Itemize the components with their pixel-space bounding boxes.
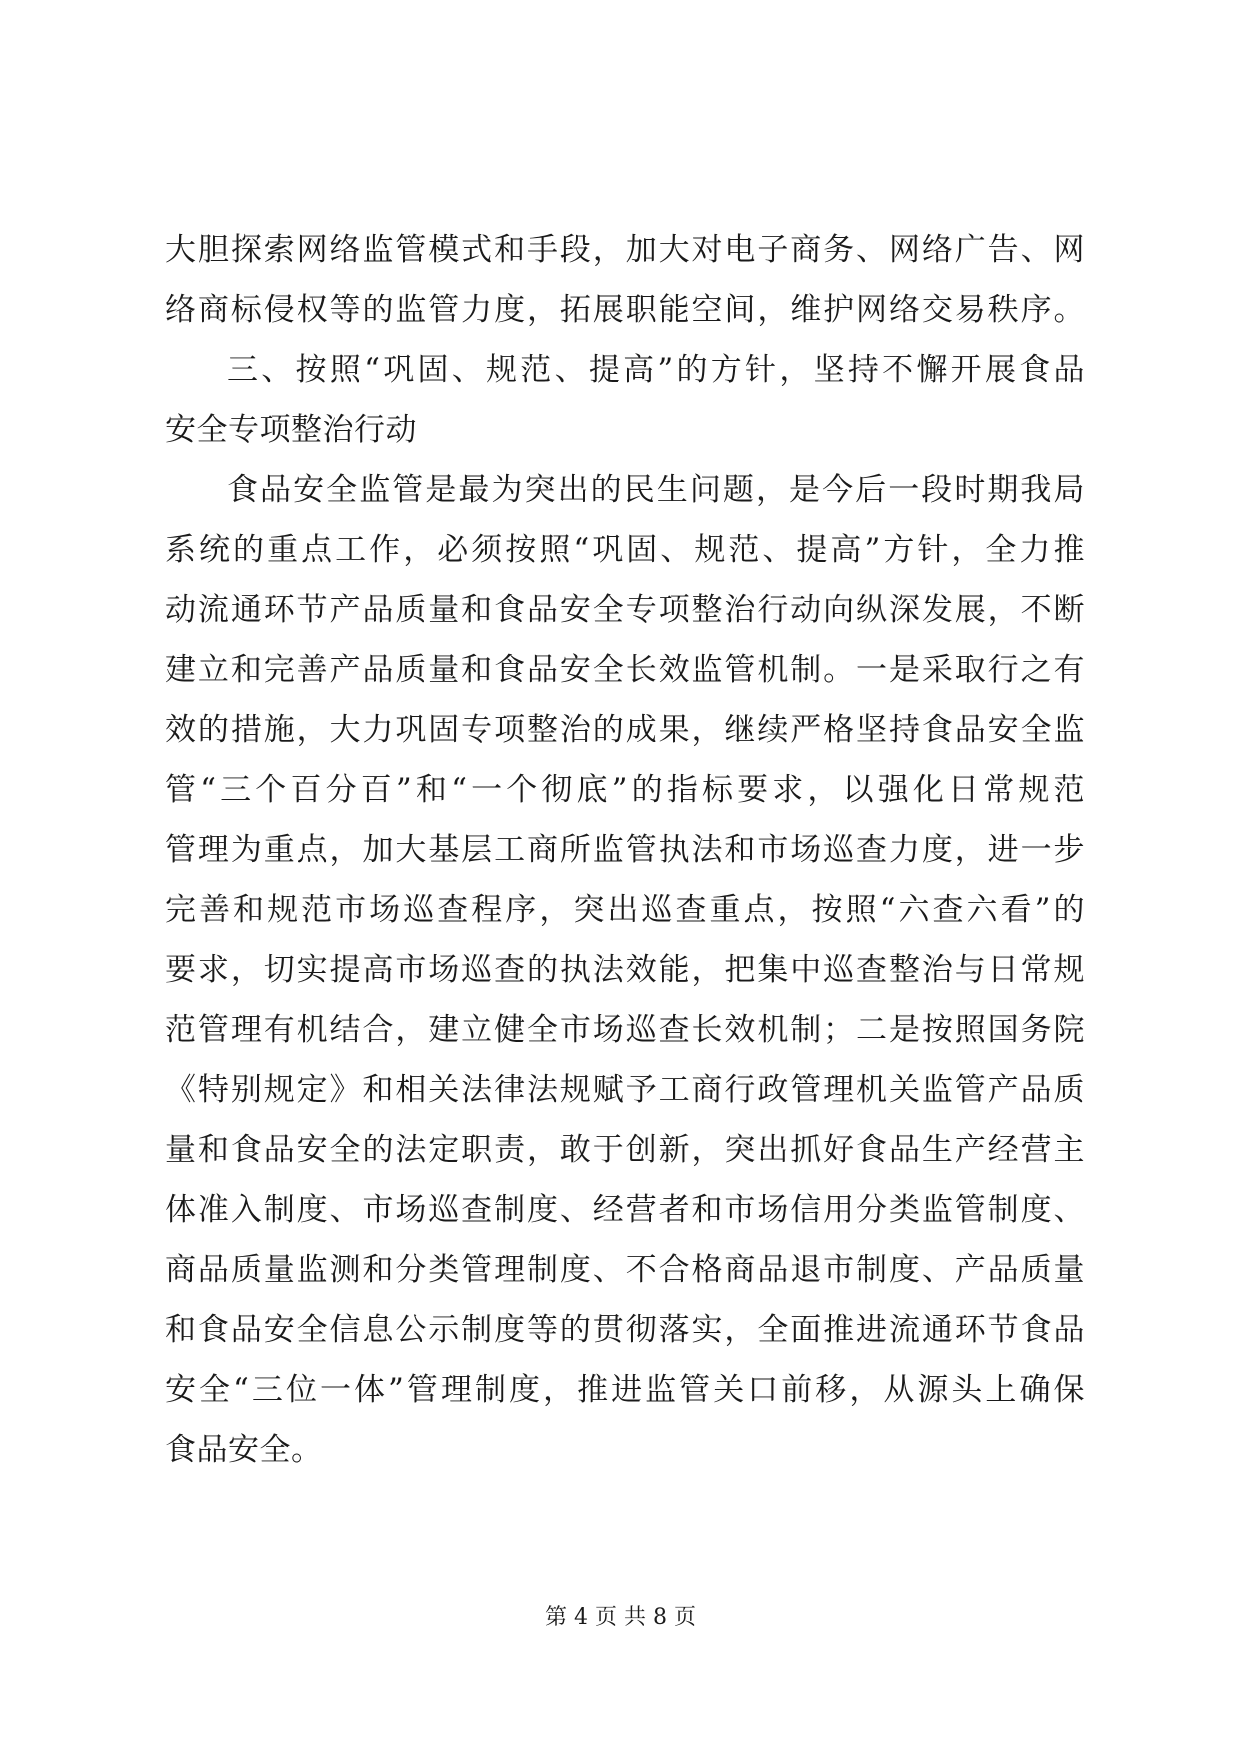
text-line: 体准入制度、市场巡查制度、经营者和市场信用分类监管制度、 [165, 1192, 1085, 1228]
text-line: 范管理有机结合，建立健全市场巡查长效机制；二是按照国务院 [165, 1012, 1085, 1048]
text-line: 安全“三位一体”管理制度，推进监管关口前移，从源头上确保 [165, 1372, 1085, 1408]
text-line: 大胆探索网络监管模式和手段，加大对电子商务、网络广告、网 [165, 232, 1085, 268]
page-number-footer: 第 4 页 共 8 页 [545, 1605, 696, 1630]
text-line: 完善和规范市场巡查程序，突出巡查重点，按照“六查六看”的 [165, 892, 1085, 928]
text-line: 食品安全。 [165, 1432, 323, 1468]
text-line: 络商标侵权等的监管力度，拓展职能空间，维护网络交易秩序。 [165, 292, 1085, 328]
text-line: 动流通环节产品质量和食品安全专项整治行动向纵深发展，不断 [165, 592, 1085, 628]
text-line: 《特别规定》和相关法律法规赋予工商行政管理机关监管产品质 [165, 1072, 1085, 1108]
section-heading-line: 三、按照“巩固、规范、提高”的方针，坚持不懈开展食品 [227, 352, 1085, 388]
text-line: 要求，切实提高市场巡查的执法效能，把集中巡查整治与日常规 [165, 952, 1085, 988]
text-line: 系统的重点工作，必须按照“巩固、规范、提高”方针，全力推 [165, 532, 1085, 568]
text-line: 管理为重点，加大基层工商所监管执法和市场巡查力度，进一步 [165, 832, 1085, 868]
text-line: 量和食品安全的法定职责，敢于创新，突出抓好食品生产经营主 [165, 1132, 1085, 1168]
text-line: 商品质量监测和分类管理制度、不合格商品退市制度、产品质量 [165, 1252, 1085, 1288]
text-line: 食品安全监管是最为突出的民生问题，是今后一段时期我局 [227, 472, 1085, 508]
text-line: 管“三个百分百”和“一个彻底”的指标要求，以强化日常规范 [165, 772, 1085, 808]
text-line: 效的措施，大力巩固专项整治的成果，继续严格坚持食品安全监 [165, 712, 1085, 748]
section-heading-line: 安全专项整治行动 [165, 412, 417, 448]
text-line: 和食品安全信息公示制度等的贯彻落实，全面推进流通环节食品 [165, 1312, 1085, 1348]
text-line: 建立和完善产品质量和食品安全长效监管机制。一是采取行之有 [165, 652, 1085, 688]
